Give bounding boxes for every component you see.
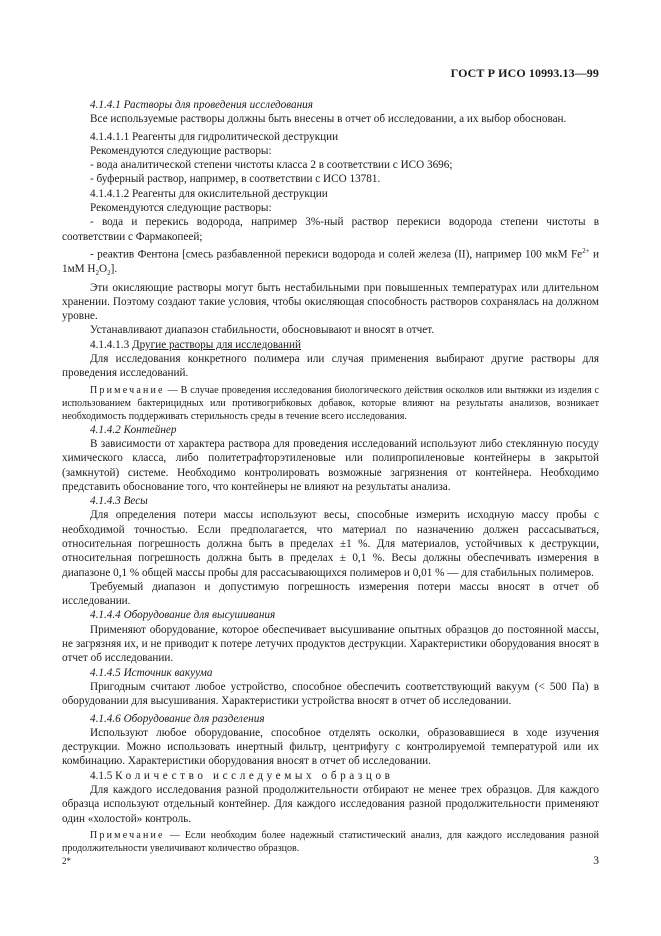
paragraph: Рекомендуются следующие растворы: bbox=[90, 144, 272, 157]
page-number: 3 bbox=[593, 855, 599, 867]
paragraph: Эти окисляющие растворы могут быть нестабильными при повышенных температурах или длительном хранении. Поэтому создают такие условия, чтобы окисляющая способность растворов сохранялась на должном уровне. bbox=[62, 281, 599, 323]
paragraph: Рекомендуются следующие растворы: bbox=[90, 202, 272, 215]
section-4-1-4-1-heading: 4.1.4.1 Растворы для проведения исследования bbox=[90, 99, 313, 111]
section-4-1-5-heading bbox=[62, 769, 599, 783]
section-4-1-4-3-heading: 4.1.4.3 Весы bbox=[90, 495, 148, 508]
section-4-1-4-2-heading: 4.1.4.2 Контейнер bbox=[90, 423, 177, 436]
superscript: 2+ bbox=[582, 246, 590, 255]
paragraph: Для определения потери массы используют весы, способные измерить исходную массу пробы с необходимой точностью. Если предполагается, что материал по назначению должен рассасываться, относительная погрешность должна быть в пределах ±1 %. Для материалов, устойчивых к деструкции, относительная погрешность должна быть в пределах ± 0,1 %. Весы должны обеспечивать измерения в диапазоне 0,1 % общей массы пробы для рассасывающихся полимеров и 0,01 % — для стабильных полимеров. bbox=[62, 509, 599, 579]
list-item: - вода аналитической степени чистоты класса 2 в соответствии с ИСО 3696; bbox=[90, 159, 453, 172]
paragraph: Все используемые растворы должны быть внесены в отчет об исследовании, а их выбор обоснован. bbox=[90, 113, 567, 126]
list-item: - вода и перекись водорода, например 3%-ный раствор перекиси водорода степени чистоты в соответствии с Фармакопеей; bbox=[62, 216, 599, 243]
paragraph: Для исследования конкретного полимера или случая применения выбирают другие растворы для проведения исследований. bbox=[62, 353, 599, 380]
section-number: 4.1.4.1.3 bbox=[90, 338, 132, 351]
section-4-1-4-4-heading: 4.1.4.4 Оборудование для высушивания bbox=[90, 609, 276, 622]
paragraph: В зависимости от характера раствора для проведения исследований используют либо стеклянную посуду химического класса, либо политетрафторэтиленовые или полипропиленовые контейнеры в закрытой (замкнутой) системе. Необходимо контролировать возможные загрязнения от контейнера. Необходимо представить обоснование того, что контейнеры не влияют на результаты анализа. bbox=[62, 437, 599, 493]
footer-mark: 2* bbox=[62, 856, 71, 866]
section-title: Количество исследуемых образцов bbox=[115, 769, 394, 782]
fenton-text: - реактив Фентона [смесь разбавленной перекиси водорода и солей железа (II), например 100 мкМ Fe bbox=[90, 248, 583, 261]
subscript: 2 bbox=[107, 269, 111, 278]
paragraph: Пригодным считают любое устройство, способное обеспечить соответствующий вакуум (< 500 Па) в оборудовании для высушивания. Характеристики устройства вносят в отчет об исследовании. bbox=[62, 680, 599, 708]
fenton-text: ]. bbox=[110, 263, 118, 275]
subscript: 2 bbox=[95, 269, 99, 278]
list-item-fenton bbox=[62, 244, 599, 281]
document-body bbox=[62, 98, 599, 855]
note-text: — Если необходим более надежный статистический анализ, для каждого исследования разной продолжительности увеличивают количество образцов. bbox=[62, 829, 599, 854]
note-label: Примечание bbox=[90, 384, 165, 396]
paragraph: Требуемый диапазон и допустимую погрешность измерения потери массы вносят в отчет об исследовании. bbox=[62, 580, 599, 608]
section-4-1-4-1-1-heading: 4.1.4.1.1 Реагенты для гидролитической деструкции bbox=[90, 130, 339, 143]
note bbox=[62, 384, 599, 423]
document-header: ГОСТ Р ИСО 10993.13—99 bbox=[450, 66, 599, 80]
paragraph: Применяют оборудование, которое обеспечивает высушивание опытных образцов до постоянной массы, не загрязняя их, и не приводит к потере летучих продуктов деструкции. Характеристики оборудования вносят в отчет об исследовании. bbox=[62, 623, 599, 665]
fenton-text: и 1мМ H bbox=[62, 248, 599, 275]
note-label: Примечание bbox=[90, 829, 165, 841]
note-text: — В случае проведения исследования биологического действия осколков или вытяжки из изделия с использованием бактерицидных или противогрибковых добавок, которые влияют на результаты анализов, возникает необходимость поддерживать стерильность среды в течение всего исследования. bbox=[62, 384, 599, 422]
paragraph: Для каждого исследования разной продолжительности отбирают не менее трех образцов. Для каждого образца используют отдельный контейнер. Для каждого исследования разной продолжительности применяют один «холостой» контроль. bbox=[62, 784, 599, 825]
section-4-1-4-5-heading: 4.1.4.5 Источник вакуума bbox=[90, 666, 213, 679]
section-number: 4.1.5 bbox=[90, 769, 116, 782]
section-4-1-4-6-heading: 4.1.4.6 Оборудование для разделения bbox=[90, 712, 265, 725]
section-4-1-4-1-3-heading bbox=[62, 338, 599, 352]
note bbox=[62, 829, 599, 855]
fenton-text: O bbox=[99, 263, 108, 275]
paragraph: Устанавливают диапазон стабильности, обосновывают и вносят в отчет. bbox=[90, 324, 435, 337]
list-item: - буферный раствор, например, в соответствии с ИСО 13781. bbox=[90, 173, 381, 186]
section-title: Другие растворы для исследований bbox=[131, 338, 301, 351]
section-4-1-4-1-2-heading: 4.1.4.1.2 Реагенты для окислительной деструкции bbox=[90, 187, 328, 200]
paragraph: Используют любое оборудование, способное отделять осколки, образовавшиеся в ходе изучения деструкции. Можно использовать инертный фильтр, центрифугу с контролируемой температурой или их комбинацию. Характеристики оборудования вносят в отчет об исследовании. bbox=[62, 726, 599, 768]
